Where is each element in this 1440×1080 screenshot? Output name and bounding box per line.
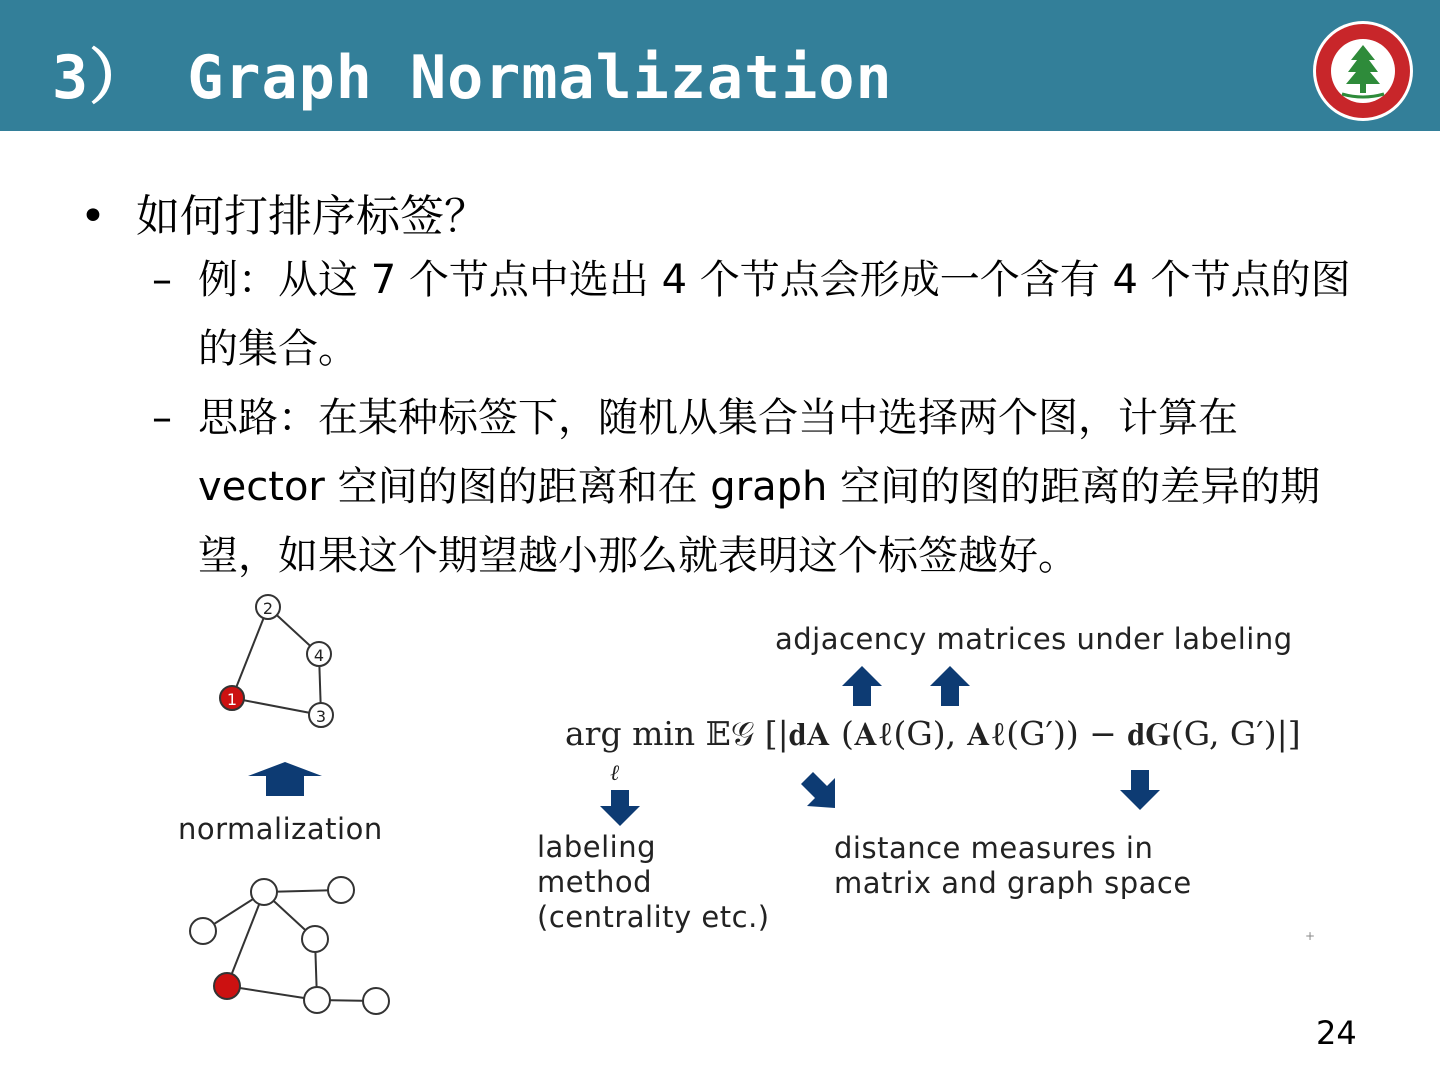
label-line: method — [537, 865, 652, 899]
distance-measures-label — [834, 831, 1192, 901]
bullet-dot: • — [80, 191, 106, 242]
top-graph — [232, 607, 321, 715]
down-arrow-icon — [1120, 770, 1160, 810]
down-arrow-icon — [600, 790, 640, 826]
node-label-4: 4 — [313, 646, 325, 665]
page-number: 24 — [1316, 1014, 1357, 1052]
label-line: distance measures in — [834, 831, 1154, 865]
up-arrow-icon — [930, 666, 970, 706]
label-line: labeling — [537, 830, 656, 864]
formula-subscript: ℓ — [610, 761, 620, 786]
graph-node — [251, 879, 277, 905]
graph-node-highlighted — [214, 973, 240, 999]
graph-node — [328, 877, 354, 903]
sub-bullet-text: 思路：在某种标签下，随机从集合当中选择两个图，计算在vector 空间的图的距离和在 graph 空间的图的距离的差异的期望，如果这个期望越小那么就表明这个标签越好。 — [198, 395, 1321, 579]
up-arrow-icon — [842, 666, 882, 706]
dash-marker: – — [152, 257, 172, 303]
dash-marker: – — [152, 395, 172, 441]
graph-node — [304, 987, 330, 1013]
node-label-3: 3 — [315, 707, 327, 726]
normalization-label: normalization — [178, 812, 383, 846]
sub-bullet-text: 例：从这 7 个节点中选出 4 个节点会形成一个含有 4 个节点的图的集合。 — [198, 257, 1351, 372]
bullet-text: 如何打排序标签？ — [136, 191, 488, 242]
stray-mark: + — [1305, 929, 1316, 943]
formula: arg min 𝔼𝒢 [|𝐝𝐀 (𝐀ℓ(G), 𝐀ℓ(G′)) − 𝐝𝐆(G, G′)|] — [565, 714, 1301, 753]
graph-node — [363, 988, 389, 1014]
label-line: (centrality etc.) — [537, 900, 770, 934]
slide-title: 3） Graph Normalization — [52, 43, 893, 113]
graph-node — [190, 918, 216, 944]
adjacency-label: adjacency matrices under labeling — [775, 622, 1293, 656]
label-line: matrix and graph space — [834, 866, 1192, 900]
bottom-graph-nodes — [190, 877, 389, 1014]
node-label-2: 2 — [262, 599, 274, 618]
graph-node — [302, 926, 328, 952]
labeling-method-label — [537, 830, 770, 935]
node-label-1: 1 — [226, 690, 238, 709]
down-right-arrow-icon — [801, 772, 835, 808]
normalization-arrow-icon — [248, 762, 322, 796]
